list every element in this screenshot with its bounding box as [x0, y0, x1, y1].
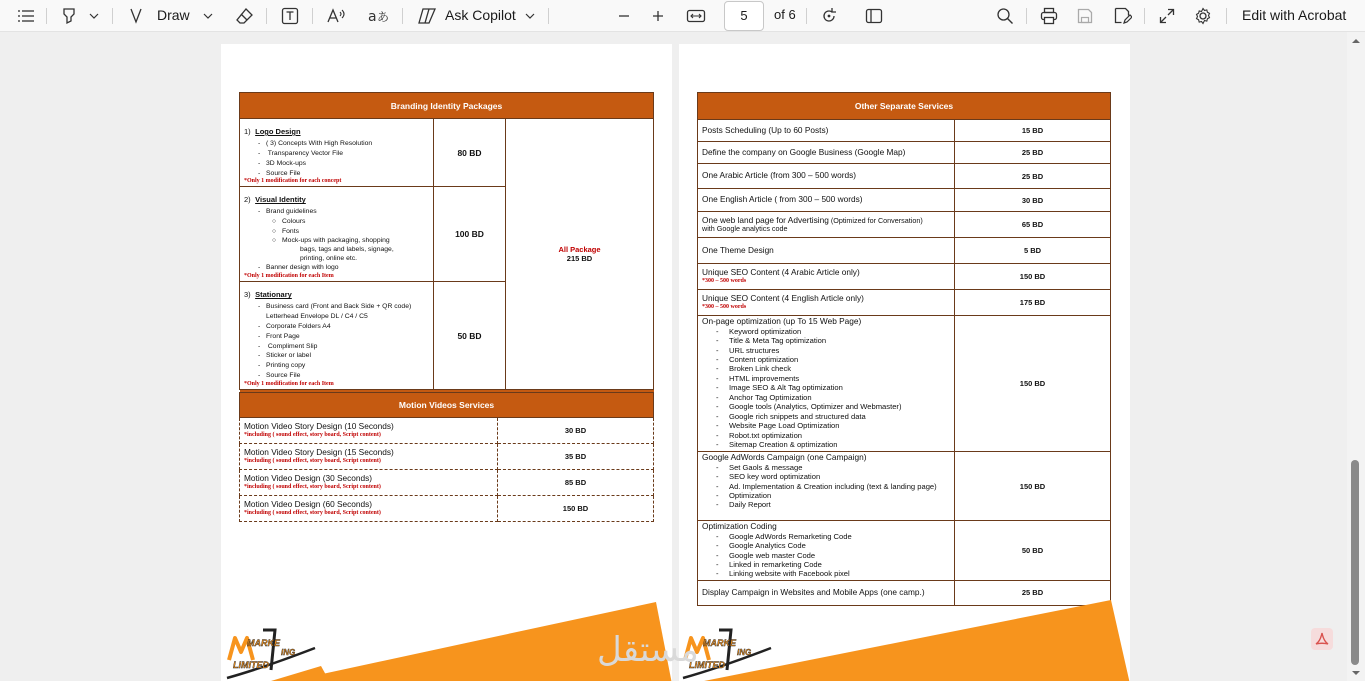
scrollbar-thumb[interactable]	[1351, 460, 1359, 665]
pdf-toolbar	[0, 0, 1365, 32]
save-as-icon[interactable]	[1110, 4, 1136, 28]
scroll-down-icon[interactable]	[1351, 670, 1361, 676]
contents-icon[interactable]	[12, 4, 40, 28]
service-price: 15 BD	[955, 120, 1111, 142]
package-title: Logo Design	[255, 127, 301, 136]
package-title: Visual Identity	[255, 195, 306, 205]
package-note: *Only 1 modification for each Item	[244, 380, 334, 387]
company-logo: MARKE ING LIMITED	[223, 620, 323, 681]
package-logo-design: 1) Logo Design - ( 3) Concepts With High Resolution - Transparency Vector File - 3D Mock-ups - Source File *Only 1 modification for each concept	[240, 119, 434, 187]
motion-row-price: 85 BD	[498, 470, 654, 496]
package-stationary: 3) Stationary - Business card (Front and Back Side + QR code) Letterhead Envelope DL / C4 / C5 - Corporate Folders A4 - Front Page - Compliment Slip - Sticker or label - Printing copy - Source File *Only 1 modification for each Item	[240, 282, 434, 390]
service-price: 65 BD	[955, 212, 1111, 238]
page-total-label: of 6	[774, 7, 796, 22]
search-icon[interactable]	[992, 4, 1018, 28]
package-note: *Only 1 modification for each Item	[244, 273, 334, 280]
copilot-icon[interactable]	[414, 4, 440, 28]
service-name: One web land page for Advertising (Optimized for Conversation) with Google analytics code	[698, 212, 955, 238]
vertical-scrollbar[interactable]	[1347, 32, 1365, 681]
eraser-icon[interactable]	[232, 4, 258, 28]
service-price: 30 BD	[955, 189, 1111, 212]
company-logo: MARKE ING LIMITED	[679, 620, 779, 681]
print-icon[interactable]	[1036, 4, 1062, 28]
gear-icon[interactable]	[1190, 4, 1216, 28]
draw-pen-icon[interactable]	[124, 4, 148, 28]
service-name: Define the company on Google Business (Google Map)	[698, 142, 955, 164]
service-price: 25 BD	[955, 164, 1111, 189]
package-price: 50 BD	[434, 282, 506, 390]
document-viewer[interactable]	[0, 32, 1365, 681]
page-number-input[interactable]: 5	[724, 1, 764, 31]
service-price: 150 BD	[955, 316, 1111, 452]
service-name: Display Campaign in Websites and Mobile Apps (one camp.)	[698, 580, 955, 605]
adwords-campaign-cell: Google AdWords Campaign (one Campaign) - Set Gaols & message - SEO key word optimization - Ad. Implementation & Creation including (text & landing page) - Optimization - Daily Report	[698, 452, 955, 521]
ask-copilot-button[interactable]: Ask Copilot	[445, 7, 516, 23]
service-price: 150 BD	[955, 452, 1111, 521]
all-package-price: 215 BD	[566, 253, 593, 263]
package-note: *Only 1 modification for each concept	[244, 178, 342, 185]
onpage-optimization-cell: On-page optimization (up To 15 Web Page) - Keyword optimization - Title & Meta Tag optimization - URL structures - Content optimization - Broken Link check - HTML improvements - Image SEO & Alt Tag optimization - Anchor Tag Optimization - Google tools (Analytics, Optimizer and Webmaster) - Google rich snippets and structured data - Website Page Load Optimization - Robot.txt optimization - Sitemap Creation & optimization	[698, 316, 955, 452]
service-price: 175 BD	[955, 290, 1111, 316]
service-price: 150 BD	[955, 264, 1111, 290]
text-box-icon[interactable]	[277, 4, 303, 28]
motion-table	[239, 392, 654, 522]
watermark: مستقل	[597, 630, 699, 670]
edit-with-acrobat-button[interactable]: Edit with Acrobat	[1242, 7, 1347, 23]
acrobat-icon[interactable]	[1310, 627, 1334, 651]
optimization-coding-cell: Optimization Coding - Google AdWords Remarketing Code - Google Analytics Code - Google web master Code - Linked in remarketing Code - Linking website with Facebook pixel	[698, 521, 955, 581]
zoom-out-icon[interactable]	[612, 4, 636, 28]
service-price: 5 BD	[955, 238, 1111, 264]
pdf-page-5-right	[679, 44, 1130, 681]
service-name: One Arabic Article (from 300 – 500 words)	[698, 164, 955, 189]
motion-row-name: Motion Video Story Design (15 Seconds) *including ( sound effect, story board, Script content)	[240, 444, 498, 470]
chevron-down-icon[interactable]	[522, 4, 538, 28]
service-price: 25 BD	[955, 142, 1111, 164]
save-icon[interactable]	[1072, 4, 1098, 28]
branding-header: Branding Identity Packages	[240, 93, 654, 119]
package-price: 80 BD	[434, 119, 506, 187]
svg-text:a: a	[368, 9, 377, 24]
other-header: Other Separate Services	[698, 93, 1111, 120]
zoom-in-icon[interactable]	[646, 4, 670, 28]
rotate-icon[interactable]	[816, 4, 842, 28]
service-name: One Theme Design	[698, 238, 955, 264]
read-aloud-icon[interactable]	[322, 4, 350, 28]
package-visual-identity: 2) Visual Identity - Brand guidelines ○ Colours ○ Fonts ○ Mock-ups with packaging, shopping bags, tags and labels, signage, printing, online etc. - Banner design with logo *Only 1 modification for each Item	[240, 187, 434, 282]
service-price: 25 BD	[955, 580, 1111, 605]
all-package-cell	[506, 119, 654, 390]
motion-row-name: Motion Video Design (30 Seconds) *including ( sound effect, story board, Script content)	[240, 470, 498, 496]
chevron-down-icon[interactable]	[200, 4, 216, 28]
scroll-up-icon[interactable]	[1351, 38, 1361, 44]
draw-button[interactable]: Draw	[157, 7, 190, 23]
translate-icon[interactable]	[364, 4, 394, 28]
package-price: 100 BD	[434, 187, 506, 282]
motion-row-price: 150 BD	[498, 496, 654, 522]
package-title: Stationary	[255, 290, 292, 300]
pdf-page-5-left	[221, 44, 672, 681]
motion-row-name: Motion Video Design (60 Seconds) *including ( sound effect, story board, Script content)	[240, 496, 498, 522]
svg-text:あ: あ	[377, 10, 390, 24]
fit-width-icon[interactable]	[682, 4, 710, 28]
motion-row-price: 35 BD	[498, 444, 654, 470]
service-name: Posts Scheduling (Up to 60 Posts)	[698, 120, 955, 142]
other-services-table	[697, 92, 1111, 606]
service-price: 50 BD	[955, 521, 1111, 581]
chevron-down-icon[interactable]	[86, 4, 102, 28]
service-name: One English Article ( from 300 – 500 words)	[698, 189, 955, 212]
motion-row-price: 30 BD	[498, 418, 654, 444]
fullscreen-icon[interactable]	[1154, 4, 1180, 28]
all-package-label: All Package	[558, 244, 601, 254]
highlight-icon[interactable]	[56, 4, 82, 28]
service-name: Unique SEO Content (4 English Article only) *300 – 500 words	[698, 290, 955, 316]
page-view-icon[interactable]	[860, 4, 888, 28]
motion-row-name: Motion Video Story Design (10 Seconds) *including ( sound effect, story board, Script content)	[240, 418, 498, 444]
branding-table	[239, 92, 654, 392]
motion-header: Motion Videos Services	[240, 393, 654, 418]
service-name: Unique SEO Content (4 Arabic Article only) *300 – 500 words	[698, 264, 955, 290]
